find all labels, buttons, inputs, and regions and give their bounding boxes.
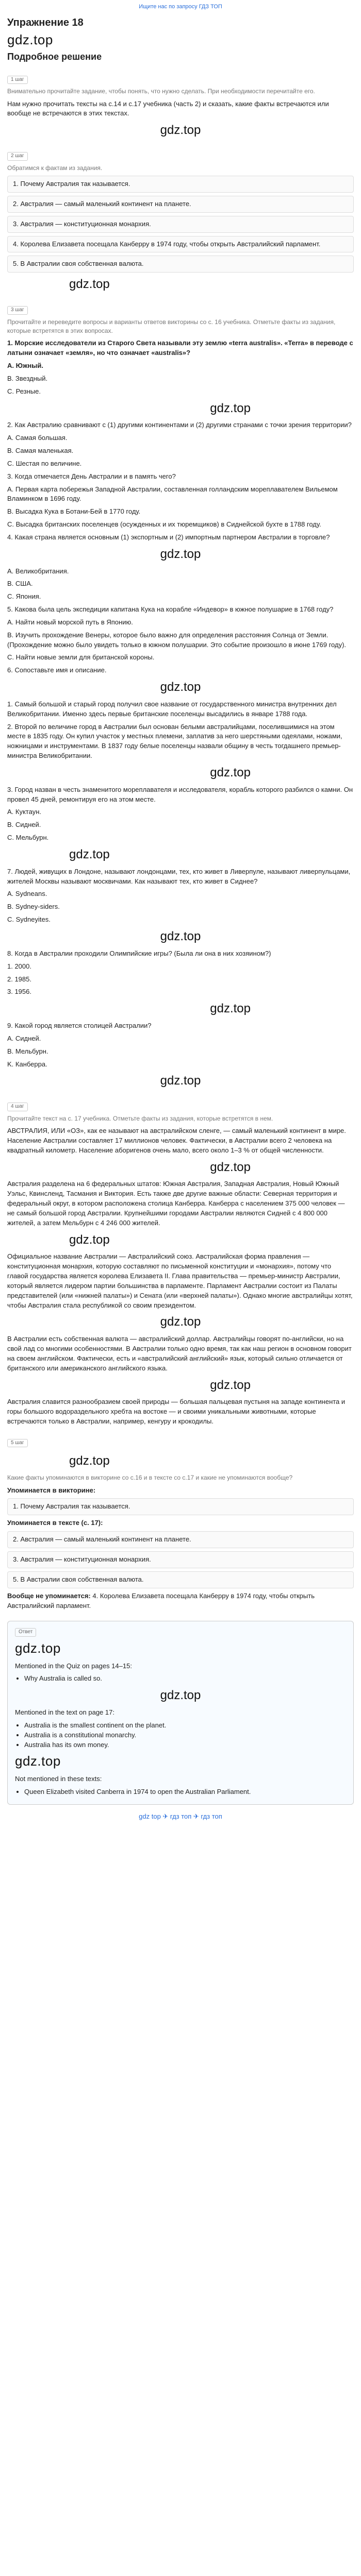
fact-item: 2. Австралия — самый маленький континент на планете. (7, 196, 354, 213)
step-3-badge: 3 шаг (7, 306, 28, 315)
quiz-question: 4. Какая страна является основным (1) экспортным и (2) импортным партнером Австралии в торговле? (7, 533, 330, 541)
answer-box (7, 1621, 354, 1804)
fact-item: 3. Австралия — конституционная монархия. (7, 216, 354, 233)
quiz-option: B. Мельбурн. (7, 1047, 48, 1055)
quiz-option: B. США. (7, 580, 33, 588)
quiz-question: 8. Когда в Австралии проходили Олимпийские игры? (Была ли она в них хозяином?) (7, 949, 271, 957)
step-1-badge: 1 шаг (7, 76, 28, 84)
watermark: gdz.top (160, 1688, 201, 1703)
quiz-option: С. Мельбурн. (7, 834, 49, 842)
answer-item: • Australia is a constitutional monarchy. (24, 1731, 346, 1740)
quiz-option: С. Япония. (7, 592, 41, 601)
quiz-option: А. Куктаун. (7, 808, 41, 816)
answer-item: • Australia has its own money. (24, 1740, 346, 1750)
fact-item: 1. Почему Австралия так называется. (7, 176, 354, 193)
quiz-question: 1. Морские исследователи из Старого Света называли эту землю «terra australis». «Terra» в переводе с латыни означает «земля», но что означает «australis»? (7, 339, 353, 357)
quiz-question: 7. Людей, живущих в Лондоне, называют лондонцами, тех, кто живет в Ливерпуле, называют ливерпульцами, жителей Москвы называют москвичами. Как называют тех, кто живет в Сиднее? (7, 867, 351, 885)
watermark: gdz.top (69, 1454, 110, 1468)
quiz-option: B. Sydney-siders. (7, 903, 60, 911)
watermark: gdz.top (69, 1232, 110, 1247)
fact-item: 5. В Австралии своя собственная валюта. (7, 256, 354, 273)
watermark: gdz.top (210, 1002, 251, 1016)
step-5-hint: Какие факты упоминаются в викторине со с.16 и в тексте со с.17 и какие не упоминаются вообще? (7, 1474, 293, 1482)
quiz-question: 2. Как Австралию сравнивают с (1) другими континентами и (2) другими странами с точки зрения территории? (7, 421, 352, 429)
step-3-hint: Прочитайте и переведите вопросы и варианты ответов викторины со с. 16 учебника. Отметьте факты из задания, которые встретятся в этих вопросах. (7, 318, 336, 334)
exercise-title: Упражнение 18 (7, 16, 84, 28)
quiz-question: 5. Какова была цель экспедиции капитана Кука на корабле «Индевор» в южное полушарие в 1768 году? (7, 605, 334, 614)
quiz-option: С. Высадка британских поселенцев (осужденных и их тюремщиков) в Сиднейской бухте в 1788 году. (7, 520, 321, 529)
quiz-option: B. Изучить прохождение Венеры, которое было важно для определения расстояния Солнца от Земли. (Прохождение можно было увидеть только в южном полушарии. Это событие произошло в июне 1769 году). (7, 631, 347, 649)
watermark: gdz.top (160, 680, 201, 694)
quiz-option: А. Самая большая. (7, 434, 68, 442)
quiz-option: B. Звездный. (7, 374, 48, 382)
solution-content (0, 66, 361, 1822)
watermark: gdz.top (7, 31, 53, 47)
top-link[interactable]: Ищите нас по запросу ГДЗ ТОП (139, 4, 222, 10)
watermark: gdz.top (210, 401, 251, 415)
watermark: gdz.top (69, 277, 110, 292)
quiz-option: С. Sydneyites. (7, 916, 51, 924)
solution-title: Подробное решение (7, 51, 102, 62)
answer-none-line: Not mentioned in these texts: (15, 1775, 102, 1783)
not-mentioned (7, 1591, 354, 1611)
watermark: gdz.top (210, 1378, 251, 1392)
fact-item: 4. Королева Елизавета посещала Канберру в 1974 году, чтобы открыть Австралийский парламент. (7, 236, 354, 253)
quiz-question: 9. Какой город является столицей Австралии? (7, 1021, 152, 1029)
quiz-option: B. Самая маленькая. (7, 446, 74, 454)
step-4-badge: 4 шаг (7, 1103, 28, 1111)
mention-item: 1. Почему Австралия так называется. (7, 1498, 354, 1515)
not-mentioned-heading: Вообще не упоминается: (7, 1591, 91, 1600)
watermark: gdz.top (160, 547, 201, 561)
watermark: gdz.top (160, 123, 201, 138)
answer-item: • Australia is the smallest continent on the planet. (24, 1721, 346, 1731)
quiz-option: 2. 1985. (7, 975, 31, 983)
watermark: gdz.top (210, 765, 251, 779)
text-paragraph: Официальное название Австралии — Австралийский союз. Австралийская форма правления — конституционная монархия, которую составляют по письменной конституции и «монархия», потому что главой государства является королева Елизавета II. Глава правительства — премьер-министр Австралии, который является лидером партии большинства в парламенте. Парламент Австралии состоит из Палаты представителей (или «нижней палаты») и Сената (или «верхней палаты»). Однако многие австралийцы хотят, чтобы Австралия стала республикой со своим президентом. (7, 1252, 353, 1309)
step-1-text: Нам нужно прочитать тексты на с.14 и с.17 учебника (часть 2) и сказать, какие факты встречаются или вообще не встречаются в этих текстах. (7, 99, 329, 117)
watermark: gdz.top (15, 1753, 61, 1769)
watermark: gdz.top (15, 1640, 61, 1656)
quiz-option: K. Канберра. (7, 1060, 47, 1068)
quiz-option: B. Сидней. (7, 821, 41, 829)
quiz-option: A. Сидней. (7, 1034, 41, 1042)
quiz-option: 1. Самый большой и старый город получил свое название от государственного министра внутренних дел Великобритании. Именно здесь первые британские поселенцы высадились в январе 1788 года. (7, 700, 337, 718)
quiz-question: 3. Когда отмечается День Австралии и в память чего? (7, 472, 176, 480)
footer-links[interactable]: gdz top ✈ гдз топ ✈ гдз топ (139, 1812, 222, 1820)
quiz-question: 6. Сопоставьте имя и описание. (7, 666, 107, 674)
quiz-option: С. Найти новые земли для британской короны. (7, 653, 155, 662)
watermark: gdz.top (160, 1074, 201, 1088)
quiz-option: 2. Второй по величине город в Австралии был основан белыми австралийцами, поселившимися на этом месте в 1835 году. Он купил участок у местных племени, заплатив за него шерстяными одеялами, ножами, ножницами и инструментами. В 1837 году белые поселенцы назвали общину в честь тогдашнего премьер-министра Великобритании. (7, 722, 342, 760)
quiz-option: С. Шестая по величине. (7, 459, 82, 467)
quiz-option: 1. 2000. (7, 962, 31, 970)
quiz-option: С. Резные. (7, 387, 41, 395)
step-5-badge: 5 шаг (7, 1439, 28, 1448)
mention-item: 2. Австралия — самый маленький континент на планете. (7, 1531, 354, 1548)
step-2-hint: Обратимся к фактам из задания. (7, 164, 103, 172)
text-paragraph: Австралия разделена на 6 федеральных штатов: Южная Австралия, Западная Австралия, Новый Южный Уэльс, Квинсленд, Тасмания и Виктория. Есть также две другие важные области: Северная территория и федеральный округ, в котором расположена столица Канберра. Канберра с населением 375 000 человек — не самый большой город Австралии. Крупнейшими городами Австралии являются Сидней с 4 800 000 жителей, а затем Мельбурн с 4 246 000 жителей. (7, 1180, 345, 1227)
quiz-option: A. Найти новый морской путь в Японию. (7, 618, 133, 626)
watermark: gdz.top (160, 1315, 201, 1329)
step-1-hint: Внимательно прочитайте задание, чтобы понять, что нужно сделать. При необходимости перечитайте его. (7, 88, 315, 95)
not-mentioned-text: 4. Королева Елизавета посещала Канберру в 1974 году, чтобы открыть Австралийский парламент. (7, 1591, 315, 1609)
text-paragraph: Австралия славится разнообразием своей природы — большая пальцевая пустыня на западе континента и горы большого водораздельного хребта на востоке — и своими уникальными животными, которые встречаются только в Австралии, например, кенгуру и крокодилы. (7, 1398, 346, 1426)
quiz-option: 3. Город назван в честь знаменитого мореплавателя и исследователя, корабль которого разбился о камни. Он провел 45 дней, ремонтируя его на этом месте. (7, 785, 353, 803)
answer-quiz-line: Mentioned in the Quiz on pages 14–15: (15, 1662, 132, 1670)
quiz-list (7, 338, 354, 1069)
mention-item: 5. В Австралии своя собственная валюта. (7, 1571, 354, 1588)
quiz-option: A. Великобритания. (7, 567, 69, 575)
text-paragraph: АВСТРАЛИЯ, ИЛИ «ОЗ», как ее называют на австралийском сленге, — самый маленький континент в мире. Население Австралии составляет 17 миллионов человек. Фактически, в Австралии всего 2 человека на квадратный километр. Население аборигенов очень мало, всего около 1–3 % от общей численности. (7, 1127, 346, 1154)
watermark: gdz.top (210, 1160, 251, 1174)
quiz-option: B. Высадка Кука в Ботани-Бей в 1770 году. (7, 507, 141, 516)
text-paragraph: В Австралии есть собственная валюта — австралийский доллар. Австралийцы говорят по-английски, но на свой лад со многими особенностями. В Австралии только одно время, так как наш регион в основном говорит на своем английском. Фактически, есть и «австралийский английский» язык, который сильно отличается от британского или американского английского языка. (7, 1335, 352, 1372)
answer-text-line: Mentioned in the text on page 17: (15, 1708, 114, 1717)
quiz-mentions-heading: Упоминается в викторине: (7, 1486, 96, 1494)
text-mentions-heading: Упоминается в тексте (с. 17): (7, 1519, 103, 1527)
step-2-badge: 2 шаг (7, 152, 28, 161)
watermark: gdz.top (160, 929, 201, 944)
mention-item: 3. Австралия — конституционная монархия. (7, 1551, 354, 1568)
quiz-option: 3. 1956. (7, 988, 31, 996)
answer-item: • Why Australia is called so. (24, 1674, 346, 1684)
answer-item: • Queen Elizabeth visited Canberra in 1974 to open the Australian Parliament. (24, 1787, 346, 1797)
quiz-option: А. Первая карта побережья Западной Австралии, составленная голландским мореплавателем Вильемом Вламинком в 1696 году. (7, 485, 338, 503)
answer-badge: Ответ (15, 1628, 36, 1637)
quiz-option: А. Южный. (7, 361, 43, 369)
step-4-hint: Прочитайте текст на с. 17 учебника. Отметьте факты из задания, которые встретятся в нем. (7, 1114, 273, 1122)
quiz-option: A. Sydneans. (7, 890, 47, 898)
watermark: gdz.top (69, 848, 110, 861)
